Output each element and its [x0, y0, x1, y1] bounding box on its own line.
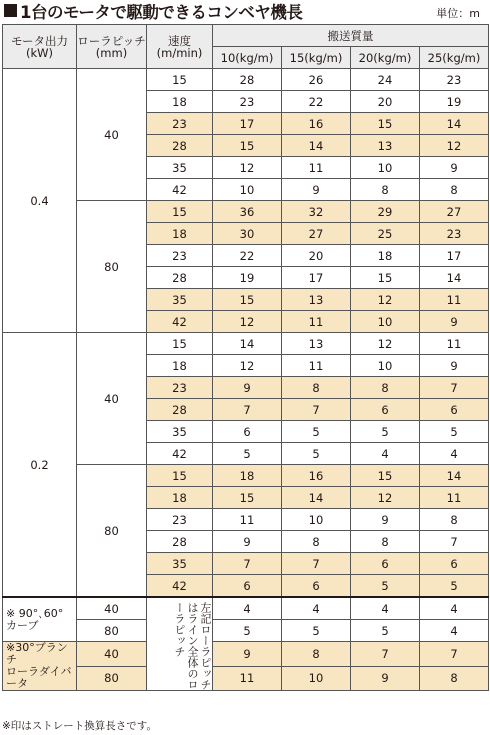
- length-value-cell: 16: [282, 113, 351, 135]
- length-value-cell: 22: [282, 91, 351, 113]
- length-value-cell: 11: [213, 509, 282, 531]
- length-value-cell: 10: [351, 355, 420, 377]
- motor-output-cell: 0.4: [3, 69, 77, 333]
- length-value-cell: 11: [282, 355, 351, 377]
- length-value-cell: 14: [420, 267, 489, 289]
- length-value-cell: 9: [351, 666, 420, 691]
- length-value-cell: 11: [282, 157, 351, 179]
- length-value-cell: 6: [213, 421, 282, 443]
- length-value-cell: 10: [282, 666, 351, 691]
- length-value-cell: 5: [420, 575, 489, 598]
- length-value-cell: 7: [420, 642, 489, 667]
- length-value-cell: 24: [351, 69, 420, 91]
- speed-cell: 15: [147, 69, 213, 91]
- length-value-cell: 36: [213, 201, 282, 223]
- length-value-cell: 9: [213, 531, 282, 553]
- speed-cell: 15: [147, 465, 213, 487]
- length-value-cell: 19: [213, 267, 282, 289]
- length-value-cell: 17: [282, 267, 351, 289]
- length-value-cell: 4: [351, 597, 420, 620]
- speed-cell: 35: [147, 289, 213, 311]
- length-value-cell: 4: [420, 443, 489, 465]
- speed-cell: 35: [147, 421, 213, 443]
- length-value-cell: 6: [351, 399, 420, 421]
- unit-label: 単位：m: [436, 7, 480, 20]
- length-value-cell: 11: [420, 487, 489, 509]
- length-value-cell: 11: [420, 289, 489, 311]
- speed-cell: 35: [147, 157, 213, 179]
- special-type-cell: ※ 90°､60° カーブ: [3, 597, 77, 642]
- length-value-cell: 7: [420, 377, 489, 399]
- table-row: [3, 333, 489, 355]
- length-value-cell: 11: [420, 333, 489, 355]
- length-value-cell: 20: [282, 245, 351, 267]
- length-value-cell: 8: [420, 179, 489, 201]
- roller-pitch-cell: 80: [77, 465, 147, 598]
- length-value-cell: 15: [351, 465, 420, 487]
- speed-cell: 28: [147, 135, 213, 157]
- length-value-cell: 26: [282, 69, 351, 91]
- header-roller-pitch: ローラピッチ (mm): [77, 25, 147, 69]
- length-value-cell: 6: [282, 575, 351, 598]
- length-value-cell: 8: [351, 531, 420, 553]
- length-value-cell: 10: [213, 179, 282, 201]
- roller-pitch-cell: 40: [77, 642, 147, 667]
- length-value-cell: 28: [213, 69, 282, 91]
- table-title-bar: [2, 0, 488, 22]
- length-value-cell: 13: [282, 333, 351, 355]
- length-value-cell: 7: [420, 531, 489, 553]
- length-value-cell: 5: [282, 620, 351, 642]
- length-value-cell: 12: [213, 157, 282, 179]
- speed-cell: 28: [147, 531, 213, 553]
- length-value-cell: 5: [351, 575, 420, 598]
- length-value-cell: 7: [282, 399, 351, 421]
- page-title: 1台のモータで駆動できるコンベヤ機長: [20, 3, 303, 22]
- length-value-cell: 10: [351, 157, 420, 179]
- length-value-cell: 7: [213, 553, 282, 575]
- roller-pitch-cell: 40: [77, 69, 147, 201]
- conveyor-length-table: [2, 24, 489, 691]
- title-square-icon: [4, 4, 17, 17]
- roller-pitch-cell: 40: [77, 597, 147, 620]
- header-motor-output: モータ出力 (kW): [3, 25, 77, 69]
- speed-cell: 15: [147, 201, 213, 223]
- speed-cell: 15: [147, 333, 213, 355]
- length-value-cell: 13: [282, 289, 351, 311]
- length-value-cell: 14: [282, 135, 351, 157]
- length-value-cell: 4: [351, 443, 420, 465]
- length-value-cell: 17: [213, 113, 282, 135]
- length-value-cell: 29: [351, 201, 420, 223]
- speed-cell: 42: [147, 443, 213, 465]
- length-value-cell: 9: [420, 311, 489, 333]
- length-value-cell: 19: [420, 91, 489, 113]
- speed-cell: 18: [147, 91, 213, 113]
- length-value-cell: 13: [351, 135, 420, 157]
- length-value-cell: 8: [282, 531, 351, 553]
- header-mass-col: 10(kg/m): [213, 47, 282, 69]
- footnote: ※印はストレート換算長さです。: [2, 720, 157, 732]
- length-value-cell: 9: [282, 179, 351, 201]
- header-mass-col: 15(kg/m): [282, 47, 351, 69]
- length-value-cell: 5: [351, 421, 420, 443]
- length-value-cell: 5: [351, 620, 420, 642]
- length-value-cell: 4: [420, 620, 489, 642]
- speed-cell: 23: [147, 377, 213, 399]
- length-value-cell: 4: [282, 597, 351, 620]
- length-value-cell: 15: [213, 289, 282, 311]
- speed-cell: 18: [147, 223, 213, 245]
- length-value-cell: 6: [420, 553, 489, 575]
- table-row: [3, 597, 489, 620]
- length-value-cell: 8: [351, 377, 420, 399]
- length-value-cell: 32: [282, 201, 351, 223]
- speed-cell: 18: [147, 487, 213, 509]
- speed-cell: 28: [147, 267, 213, 289]
- length-value-cell: 15: [351, 267, 420, 289]
- length-value-cell: 6: [351, 553, 420, 575]
- table-row: [3, 69, 489, 91]
- length-value-cell: 18: [213, 465, 282, 487]
- length-value-cell: 9: [213, 377, 282, 399]
- length-value-cell: 20: [351, 91, 420, 113]
- roller-pitch-cell: 80: [77, 620, 147, 642]
- header-mass-col: 20(kg/m): [351, 47, 420, 69]
- length-value-cell: 16: [282, 465, 351, 487]
- length-value-cell: 23: [420, 69, 489, 91]
- length-value-cell: 10: [282, 509, 351, 531]
- speed-cell: 42: [147, 311, 213, 333]
- header-row: [3, 25, 489, 47]
- length-value-cell: 30: [213, 223, 282, 245]
- length-value-cell: 7: [282, 553, 351, 575]
- speed-cell: 42: [147, 179, 213, 201]
- length-value-cell: 8: [282, 377, 351, 399]
- length-value-cell: 11: [213, 666, 282, 691]
- length-value-cell: 12: [213, 311, 282, 333]
- length-value-cell: 7: [351, 642, 420, 667]
- header-transport-mass: 搬送質量: [213, 25, 489, 47]
- speed-cell: 23: [147, 113, 213, 135]
- roller-pitch-cell: 80: [77, 201, 147, 333]
- header-mass-col: 25(kg/m): [420, 47, 489, 69]
- length-value-cell: 12: [351, 289, 420, 311]
- length-value-cell: 6: [213, 575, 282, 598]
- length-value-cell: 12: [351, 333, 420, 355]
- length-value-cell: 15: [351, 113, 420, 135]
- length-value-cell: 12: [420, 135, 489, 157]
- speed-cell: 18: [147, 355, 213, 377]
- length-value-cell: 8: [351, 179, 420, 201]
- length-value-cell: 9: [351, 509, 420, 531]
- length-value-cell: 15: [213, 487, 282, 509]
- table-row: [3, 642, 489, 667]
- length-value-cell: 14: [213, 333, 282, 355]
- length-value-cell: 11: [282, 311, 351, 333]
- length-value-cell: 5: [420, 421, 489, 443]
- roller-pitch-cell: 80: [77, 666, 147, 691]
- length-value-cell: 8: [420, 666, 489, 691]
- length-value-cell: 23: [213, 91, 282, 113]
- length-value-cell: 5: [282, 421, 351, 443]
- length-value-cell: 10: [351, 311, 420, 333]
- header-speed: 速度 (m/min): [147, 25, 213, 69]
- length-value-cell: 18: [351, 245, 420, 267]
- length-value-cell: 14: [282, 487, 351, 509]
- length-value-cell: 14: [420, 113, 489, 135]
- length-value-cell: 22: [213, 245, 282, 267]
- speed-note-cell: 左記ローラピッチはライン全体のローラピッチ: [147, 597, 213, 691]
- length-value-cell: 9: [420, 157, 489, 179]
- length-value-cell: 17: [420, 245, 489, 267]
- length-value-cell: 9: [213, 642, 282, 667]
- length-value-cell: 9: [420, 355, 489, 377]
- roller-pitch-cell: 40: [77, 333, 147, 465]
- length-value-cell: 8: [420, 509, 489, 531]
- length-value-cell: 5: [213, 443, 282, 465]
- length-value-cell: 23: [420, 223, 489, 245]
- length-value-cell: 5: [213, 620, 282, 642]
- length-value-cell: 7: [213, 399, 282, 421]
- speed-cell: 35: [147, 553, 213, 575]
- length-value-cell: 27: [420, 201, 489, 223]
- length-value-cell: 12: [213, 355, 282, 377]
- length-value-cell: 8: [282, 642, 351, 667]
- length-value-cell: 4: [213, 597, 282, 620]
- length-value-cell: 25: [351, 223, 420, 245]
- length-value-cell: 15: [213, 135, 282, 157]
- length-value-cell: 27: [282, 223, 351, 245]
- length-value-cell: 12: [351, 487, 420, 509]
- speed-cell: 28: [147, 399, 213, 421]
- speed-cell: 42: [147, 575, 213, 598]
- motor-output-cell: 0.2: [3, 333, 77, 598]
- length-value-cell: 14: [420, 465, 489, 487]
- special-type-cell: ※30°ブランチ ローラダイバータ: [3, 642, 77, 691]
- length-value-cell: 4: [420, 597, 489, 620]
- length-value-cell: 6: [420, 399, 489, 421]
- speed-cell: 23: [147, 245, 213, 267]
- speed-cell: 23: [147, 509, 213, 531]
- length-value-cell: 5: [282, 443, 351, 465]
